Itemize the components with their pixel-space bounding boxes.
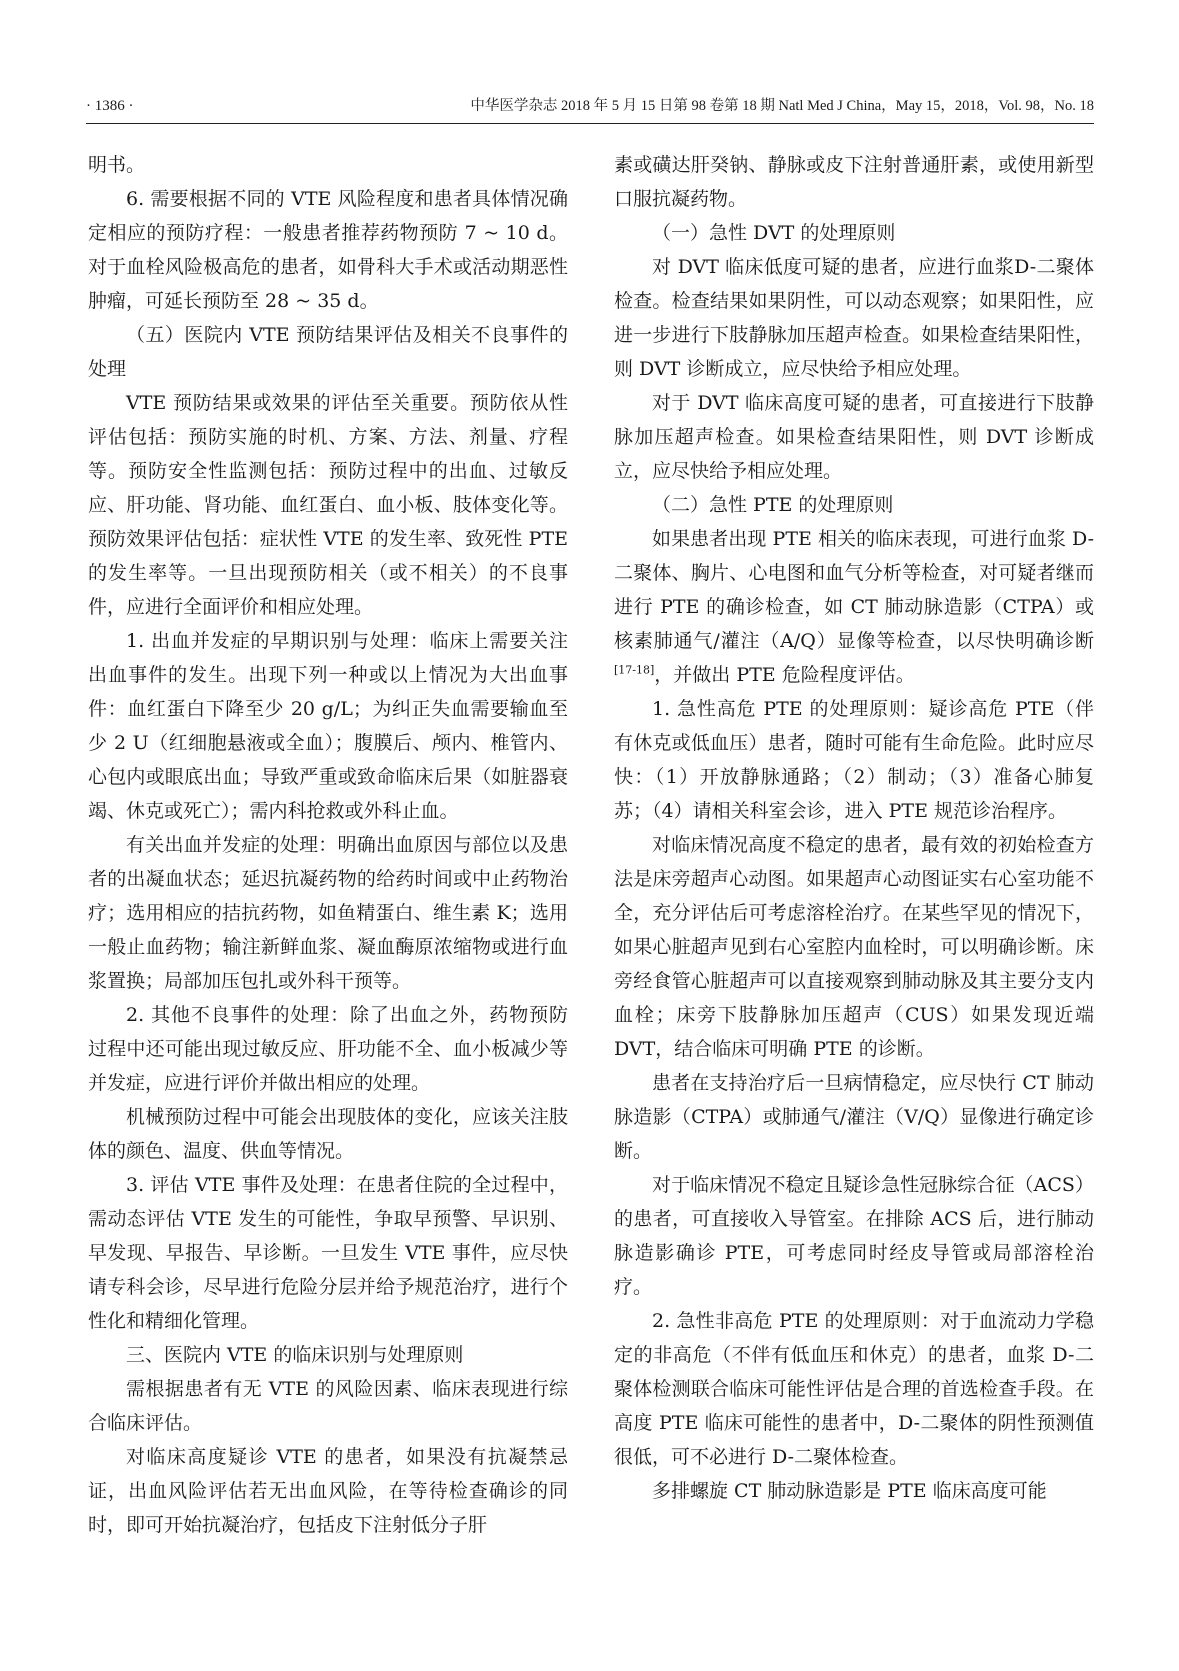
paragraph — [88, 1100, 568, 1168]
paragraph — [88, 998, 568, 1100]
paragraph-text: 三、医院内 VTE 的临床识别与处理原则 — [126, 1344, 464, 1366]
left-column — [88, 148, 568, 1648]
paragraph-text-tail: ，并做出 PTE 危险程度评估。 — [654, 664, 915, 686]
paragraph — [88, 1440, 568, 1542]
right-column — [614, 148, 1094, 1648]
journal-citation: 中华医学杂志 2018 年 5 月 15 日第 98 卷第 18 期 Natl Med J China，May 15，2018，Vol. 98，No. 18 — [470, 98, 1094, 114]
paragraph — [88, 148, 568, 182]
page-number: · 1386 · — [86, 98, 134, 114]
paragraph — [614, 1474, 1094, 1508]
paragraph-text: 需根据患者有无 VTE 的风险因素、临床表现进行综合临床评估。 — [88, 1378, 568, 1434]
paragraph — [88, 1372, 568, 1440]
paragraph-text: 6. 需要根据不同的 VTE 风险程度和患者具体情况确定相应的预防疗程：一般患者推荐药物预防 7 ~ 10 d。对于血栓风险极高危的患者，如骨科大手术或活动期恶性肿瘤，可延长预防至 28 ~ 35 d。 — [88, 188, 568, 312]
paragraph — [88, 1168, 568, 1338]
paragraph-text: 1. 急性高危 PTE 的处理原则：疑诊高危 PTE（伴有休克或低血压）患者，随时可能有生命危险。此时应尽快：（1）开放静脉通路；（2）制动；（3）准备心肺复苏；（4）请相关科室会诊，进入 PTE 规范诊治程序。 — [614, 698, 1094, 822]
paragraph-text: 对临床情况高度不稳定的患者，最有效的初始检查方法是床旁超声心动图。如果超声心动图证实右心室功能不全，充分评估后可考虑溶栓治疗。在某些罕见的情况下，如果心脏超声见到右心室腔内血栓时，可以明确诊断。床旁经食管心脏超声可以直接观察到肺动脉及其主要分支内血栓；床旁下肢静脉加压超声（CUS）如果发现近端 DVT，结合临床可明确 PTE 的诊断。 — [614, 834, 1094, 1060]
paragraph — [614, 522, 1094, 692]
paragraph — [88, 828, 568, 998]
paragraph — [88, 182, 568, 318]
paragraph — [614, 216, 1094, 250]
running-header — [86, 97, 1094, 124]
paragraph-text: 有关出血并发症的处理：明确出血原因与部位以及患者的出凝血状态；延迟抗凝药物的给药时间或中止药物治疗；选用相应的拮抗药物，如鱼精蛋白、维生素 K；选用一般止血药物；输注新鲜血浆、凝血酶原浓缩物或进行血浆置换；局部加压包扎或外科干预等。 — [88, 834, 568, 992]
paragraph — [614, 1168, 1094, 1304]
paragraph-text: 明书。 — [88, 154, 146, 176]
paragraph-text: 3. 评估 VTE 事件及处理：在患者住院的全过程中，需动态评估 VTE 发生的可能性，争取早预警、早识别、早发现、早报告、早诊断。一旦发生 VTE 事件，应尽快请专科会诊，尽早进行危险分层并给予规范治疗，进行个性化和精细化管理。 — [88, 1174, 568, 1332]
paragraph — [614, 692, 1094, 828]
paragraph — [614, 1066, 1094, 1168]
paragraph-text: 如果患者出现 PTE 相关的临床表现，可进行血浆 D-二聚体、胸片、心电图和血气分析等检查，对可疑者继而进行 PTE 的确诊检查，如 CT 肺动脉造影（CTPA）或核素肺通气/灌注（A/Q）显像等检查，以尽快明确诊断 — [614, 528, 1094, 652]
paragraph-text: 机械预防过程中可能会出现肢体的变化，应该关注肢体的颜色、温度、供血等情况。 — [88, 1106, 568, 1162]
paragraph — [88, 624, 568, 828]
paragraph — [614, 386, 1094, 488]
paragraph-text: VTE 预防结果或效果的评估至关重要。预防依从性评估包括：预防实施的时机、方案、方法、剂量、疗程等。预防安全性监测包括：预防过程中的出血、过敏反应、肝功能、肾功能、血红蛋白、血小板、肢体变化等。预防效果评估包括：症状性 VTE 的发生率、致死性 PTE 的发生率等。一旦出现预防相关（或不相关）的不良事件，应进行全面评价和相应处理。 — [88, 392, 568, 618]
paragraph — [614, 1304, 1094, 1474]
paragraph-text: 对临床高度疑诊 VTE 的患者，如果没有抗凝禁忌证，出血风险评估若无出血风险，在等待检查确诊的同时，即可开始抗凝治疗，包括皮下注射低分子肝 — [88, 1446, 568, 1536]
paragraph — [88, 1338, 568, 1372]
paragraph-text: 2. 其他不良事件的处理：除了出血之外，药物预防过程中还可能出现过敏反应、肝功能不全、血小板减少等并发症，应进行评价并做出相应的处理。 — [88, 1004, 568, 1094]
paragraph — [614, 828, 1094, 1066]
paragraph-text: 1. 出血并发症的早期识别与处理：临床上需要关注出血事件的发生。出现下列一种或以上情况为大出血事件：血红蛋白下降至少 20 g/L；为纠正失血需要输血至少 2 U（红细胞悬液或全血）；腹膜后、颅内、椎管内、心包内或眼底出血；导致严重或致命临床后果（如脏器衰竭、休克或死亡）；需内科抢救或外科止血。 — [88, 630, 568, 822]
paragraph-text: 患者在支持治疗后一旦病情稳定，应尽快行 CT 肺动脉造影（CTPA）或肺通气/灌注（V/Q）显像进行确定诊断。 — [614, 1072, 1094, 1162]
paragraph-text: 素或磺达肝癸钠、静脉或皮下注射普通肝素，或使用新型口服抗凝药物。 — [614, 154, 1094, 210]
paragraph-text: （五）医院内 VTE 预防结果评估及相关不良事件的处理 — [88, 324, 568, 380]
paragraph — [614, 250, 1094, 386]
paragraph — [88, 318, 568, 386]
paragraph-text: （一）急性 DVT 的处理原则 — [652, 222, 896, 244]
paragraph — [614, 488, 1094, 522]
paragraph-text: 对于临床情况不稳定且疑诊急性冠脉综合征（ACS）的患者，可直接收入导管室。在排除 ACS 后，进行肺动脉造影确诊 PTE，可考虑同时经皮导管或局部溶栓治疗。 — [614, 1174, 1094, 1298]
paragraph — [614, 148, 1094, 216]
paragraph — [88, 386, 568, 624]
paragraph-text: 2. 急性非高危 PTE 的处理原则：对于血流动力学稳定的非高危（不伴有低血压和休克）的患者，血浆 D-二聚体检测联合临床可能性评估是合理的首选检查手段。在高度 PTE 临床可能性的患者中，D-二聚体的阴性预测值很低，可不必进行 D-二聚体检查。 — [614, 1310, 1094, 1468]
paragraph-text: （二）急性 PTE 的处理原则 — [652, 494, 894, 516]
paragraph-text: 对于 DVT 临床高度可疑的患者，可直接进行下肢静脉加压超声检查。如果检查结果阳性，则 DVT 诊断成立，应尽快给予相应处理。 — [614, 392, 1094, 482]
paragraph-text: 对 DVT 临床低度可疑的患者，应进行血浆D-二聚体检查。检查结果如果阴性，可以动态观察；如果阳性，应进一步进行下肢静脉加压超声检查。如果检查结果阳性，则 DVT 诊断成立，应尽快给予相应处理。 — [614, 256, 1094, 380]
citation-ref: [17-18] — [614, 663, 655, 677]
paragraph-text: 多排螺旋 CT 肺动脉造影是 PTE 临床高度可能 — [652, 1480, 1047, 1502]
